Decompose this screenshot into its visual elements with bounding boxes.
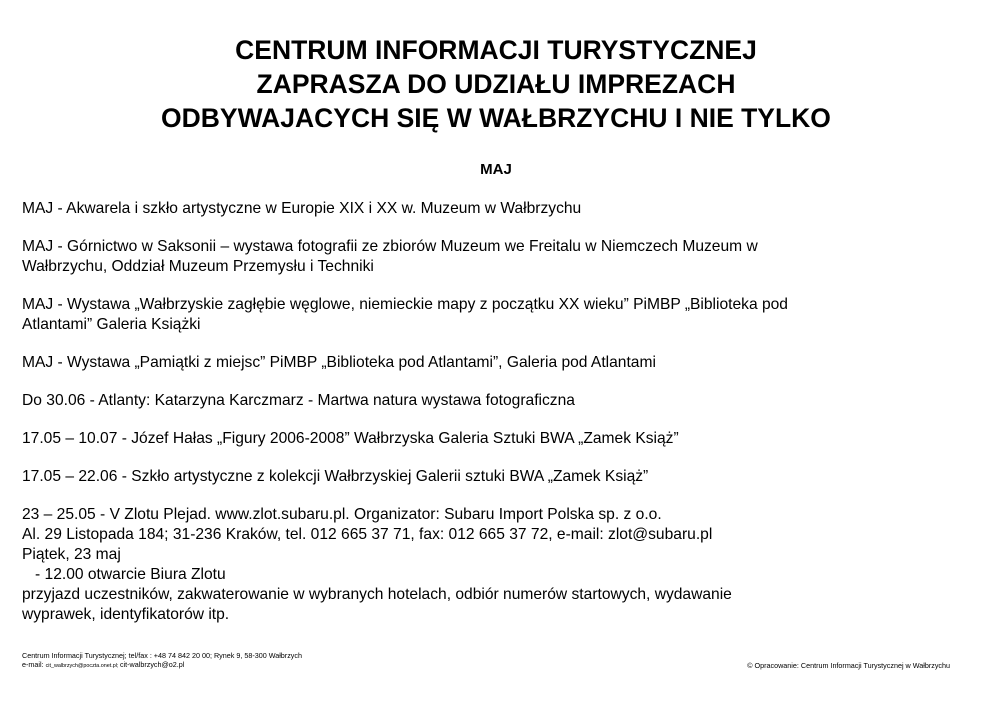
page-title <box>0 33 992 135</box>
rally-title: 23 – 25.05 - V Zlotu Plejad. www.zlot.subaru.pl. Organizator: Subaru Import Polska sp. z o.o. <box>22 506 662 523</box>
rally-description: przyjazd uczestników, zakwaterowanie w wybranych hotelach, odbiór numerów startowych, wydawanie <box>22 586 732 603</box>
event-item <box>22 467 972 487</box>
rally-description: wyprawek, identyfikatorów itp. <box>22 606 230 623</box>
event-item <box>22 429 972 449</box>
rally-day: Piątek, 23 maj <box>22 546 121 563</box>
event-item <box>22 391 972 411</box>
event-item <box>22 353 972 373</box>
event-line: Do 30.06 - Atlanty: Katarzyna Karczmarz - Martwa natura wystawa fotograficzna <box>22 392 575 409</box>
event-line: 17.05 – 22.06 - Szkło artystyczne z kolekcji Wałbrzyskiej Galerii sztuki BWA „Zamek Książ” <box>22 468 649 485</box>
events-list <box>22 199 972 625</box>
event-line: Wałbrzychu, Oddział Muzeum Przemysłu i Techniki <box>22 258 374 275</box>
event-line: MAJ - Akwarela i szkło artystyczne w Europie XIX i XX w. Muzeum w Wałbrzychu <box>22 200 582 217</box>
footer-email-secondary: cit_walbrzych@poczta.onet.pl; <box>45 663 120 669</box>
event-item <box>22 237 972 277</box>
title-line-2: ZAPRASZA DO UDZIAŁU IMPREZACH <box>256 69 736 99</box>
event-line: 17.05 – 10.07 - Józef Hałas „Figury 2006-2008” Wałbrzyska Galeria Sztuki BWA „Zamek Książ” <box>22 430 679 447</box>
event-line: MAJ - Wystawa „Pamiątki z miejsc” PiMBP „Biblioteka pod Atlantami”, Galeria pod Atlantami <box>22 354 656 371</box>
rally-schedule-item: - 12.00 otwarcie Biura Zlotu <box>35 566 226 583</box>
rally-contact: Al. 29 Listopada 184; 31-236 Kraków, tel. 012 665 37 71, fax: 012 665 37 72, e-mail: zlot@subaru.pl <box>22 526 713 543</box>
rally-event <box>22 505 972 625</box>
footer-email <box>22 660 302 671</box>
footer-credit: © Opracowanie: Centrum Informacji Turystycznej w Wałbrzychu <box>747 661 950 670</box>
footer-email-primary: cit-walbrzych@o2.pl <box>119 660 185 669</box>
footer-contact <box>22 651 302 671</box>
footer-email-label: e-mail: <box>22 660 46 669</box>
footer-address: Centrum Informacji Turystycznej; tel/fax : +48 74 842 20 00; Rynek 9, 58-300 Wałbrzych <box>22 651 302 660</box>
event-item <box>22 295 972 335</box>
event-line: Atlantami” Galeria Książki <box>22 316 201 333</box>
event-item <box>22 199 972 219</box>
event-line: MAJ - Górnictwo w Saksonii – wystawa fotografii ze zbiorów Muzeum we Freitalu w Niemczech Muzeum w <box>22 238 758 255</box>
event-line: MAJ - Wystawa „Wałbrzyskie zagłębie węglowe, niemieckie mapy z początku XX wieku” PiMBP „Biblioteka pod <box>22 296 788 313</box>
month-heading: MAJ <box>480 161 512 178</box>
title-line-3: ODBYWAJACYCH SIĘ W WAŁBRZYCHU I NIE TYLKO <box>161 103 831 133</box>
title-line-1: CENTRUM INFORMACJI TURYSTYCZNEJ <box>235 35 757 65</box>
